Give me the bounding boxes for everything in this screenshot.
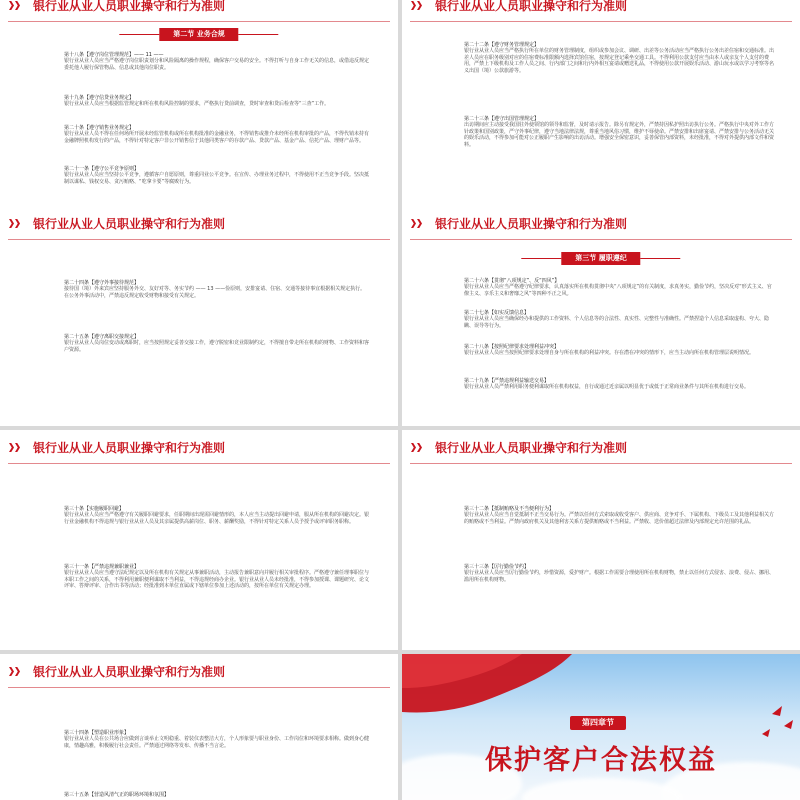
slide-title: 银行业从业人员职业操守和行为准则 bbox=[435, 441, 628, 455]
slide-header bbox=[0, 430, 398, 464]
article-block bbox=[64, 166, 370, 185]
article-block bbox=[464, 564, 774, 583]
article-body: 银行业从业人员应当厉行勤俭节约，珍惜资源，爱护财产。根据工作需要合理使用所在机构财物，禁止以任何方式侵害、浪费、侵占、挪用、滥用所在机构财物。 bbox=[464, 570, 775, 583]
article-heading: 第二十二条【遵守财务管理规定】 bbox=[464, 42, 540, 48]
article-heading: 第二十一条【遵守公平竞争原则】 bbox=[64, 166, 140, 172]
article-body: 银行业从业人员在公共场合应做到言谈举止文明稳重、着装仪表整洁大方，个人形象要与职业身份、工作岗位和环境要求相称。做到身心健康，情趣高雅，积极履行社会责任。严禁通过网络等发布、传播不当言论。 bbox=[64, 736, 370, 749]
chevron-right-icon bbox=[9, 667, 25, 676]
article-block bbox=[464, 116, 774, 148]
article-block bbox=[464, 506, 774, 525]
article-heading: 第十八条【遵守岗位管理规范】—— 11 —— bbox=[64, 52, 164, 58]
article-body: 银行业从业人员应当严格遵守有关履职回避要求，任职期间出现需回避情形的，本人应当主动提出回避申请，服从所在机构的回避决定。银行业金融机构不得违规与银行业从业人员及其亲属提供高薪岗位、职务、薪酬奖励，不得针对特定关系人员予授予或评审职务职称。 bbox=[64, 512, 370, 525]
article-body: 银行业从业人员不得在任何场所开展未经监管机构或所在机构批准的金融业务，不得销售或推介未经所在机构审批的产品，不得代销未持有金融牌照机构发行的产品，不得针对特定客户非公开销售信于其他同类客户的存款产品、贷款产品、基金产品、信托产品、理财产品等。 bbox=[64, 131, 370, 144]
slide-header bbox=[0, 654, 398, 688]
article-body: 出访期间应主动接受我国驻外使领馆的领导和监督，及时请示报告。除另有规定外，严禁持因私护照出访执行公务。严格执行中央对外工作方针政策和国别政策，严守外事纪律，遵守当地法律法规，尊重当地风俗习惯，维护不辱使命。严禁安排和出席宴请、严禁安排与公务活动无关的娱乐活动，不得参加可能对公正履职产生影响的出访活动。增强安全保密意识，妥善保管内部资料，未经批准，不得对外提供内部文件和资料。 bbox=[464, 122, 775, 148]
article-block bbox=[464, 378, 774, 391]
article-block bbox=[464, 42, 774, 74]
article-body: 银行业从业人员应当坚持公平竞争，遵循客户自愿原则，尊重同业公平竞争。在宣传、办理业务过程中，不得使用不正当竞争手段。坚决抵制以谋私、钱权交易、贪污贿赂、“吃拿卡要”等腐败行为。 bbox=[64, 172, 370, 185]
article-heading: 第二十九条【严禁违规利益输送交易】 bbox=[464, 378, 550, 384]
article-heading: 第二十五条【遵守离职交接规定】 bbox=[64, 334, 140, 340]
article-block bbox=[64, 52, 370, 71]
chevron-right-icon bbox=[9, 1, 25, 10]
slide-2 bbox=[402, 0, 800, 210]
article-body: 银行业从业人员应当根据监管规定和所在机构风险控制的要求，严格执行贷前调查，贷时审查和贷后检查等“三查”工作。 bbox=[64, 101, 330, 108]
chevron-right-icon bbox=[411, 443, 427, 452]
article-heading: 第三十二条【抵制贿赂及不当便利行为】 bbox=[464, 506, 555, 512]
chevron-right-icon bbox=[411, 219, 427, 228]
slide-header bbox=[402, 0, 800, 22]
slide-1 bbox=[0, 0, 398, 210]
section-badge: 第二节 业务合规 bbox=[159, 28, 238, 41]
article-block bbox=[464, 310, 774, 329]
article-block bbox=[64, 125, 370, 144]
article-body: 银行业从业人员应当按照纪律要求处理自身与所在机构的利益冲突。存在潜在冲突的情形下，应当主动向所在机构管理层说明情况。 bbox=[464, 350, 755, 357]
article-body: 接待国（境）外来宾应坚持服务外交、友好对等、务实节约 —— 13 ——俭原则，安排宴请、住宿、交通等接待事宜根据相关规定执行。在公务外事活动中，严禁违反规定收受财物和接受有关规定。 bbox=[64, 286, 366, 299]
article-heading: 第二十八条【按照纪律要求处理利益冲突】 bbox=[464, 344, 560, 350]
article-heading: 第三十四条【塑造职业形象】 bbox=[64, 730, 130, 736]
slide-5 bbox=[0, 430, 398, 650]
section-badge: 第三节 履职遵纪 bbox=[561, 252, 640, 265]
article-heading: 第三十五条【营造风清气正的职场环境和氛围】 bbox=[64, 792, 170, 798]
article-block bbox=[64, 334, 370, 353]
article-heading: 第三十三条【厉行勤俭节约】 bbox=[464, 564, 530, 570]
chapter-cover-slide bbox=[402, 654, 800, 800]
slide-header bbox=[0, 206, 398, 240]
article-heading: 第二十六条【贯彻“八项规定”、反“四风”】 bbox=[464, 278, 560, 284]
slide-title: 银行业从业人员职业操守和行为准则 bbox=[33, 665, 226, 679]
article-heading: 第二十三条【遵守出国管理规定】 bbox=[464, 116, 540, 122]
slide-header bbox=[0, 0, 398, 22]
article-body: 银行业从业人员应当严格遵守岗位职责划分和风险隔离的操作规程，确保客户交易的安全。不得打听与自身工作无关的信息，或借违反规定委托他人履行保管物品、信息或其他岗位职责。 bbox=[64, 58, 370, 71]
article-block bbox=[64, 564, 370, 590]
article-heading: 第十九条【遵守信贷业务规定】 bbox=[64, 95, 135, 101]
article-block bbox=[64, 792, 370, 798]
article-body: 银行业从业人员应当确保经办和提供的工作资料、个人信息等的合法性、真实性、完整性与准确性。严禁捏造个人信息采取虚构、夸大、隐瞒、误导等行为。 bbox=[464, 316, 770, 329]
article-heading: 第三十一条【严禁违规兼职兼业】 bbox=[64, 564, 140, 570]
chapter-title: 保护客户合法权益 bbox=[485, 745, 717, 776]
article-body: 银行业从业人员应当自觉抵制不正当交易行为。严禁以任何方式索取或收受客户、供应商、竞争对手、下属机构、下级员工及其他利益相关方的贿赂或不当利益。严禁向政府机关及其他利害关系方提供贿赂或不当利益。严禁收、送价值超过法律及内部规定允许范围的礼品。 bbox=[464, 512, 775, 525]
article-body: 银行业从业人员岗位变动或离职时，应当按照规定妥善交接工作，遵守脱密和竞业限制约定，不得擅自带走所在机构的财物、工作资料和客户资源。 bbox=[64, 340, 370, 353]
article-body: 银行业从业人员应当遵守法纪规定以及所在机构有关规定从事兼职活动，主动报告兼职意向并履行相关审批程序。严格遵守兼任理事职位与本职工作之间的关系，不得利用兼职便利谋取不当利益，不得违规经商办企业。银行业从业人员未经批准，不得参加授课、课题研究、论文评审、答辩评审、合作出书等活动；经批准到本单位直属或下辖单位参加上述活动的，按所在单位有关规定办理。 bbox=[64, 570, 370, 590]
article-block bbox=[64, 506, 370, 525]
slide-title: 银行业从业人员职业操守和行为准则 bbox=[435, 217, 628, 231]
slide-title: 银行业从业人员职业操守和行为准则 bbox=[33, 0, 226, 13]
article-block bbox=[64, 95, 370, 108]
slide-header bbox=[402, 430, 800, 464]
article-heading: 第二十七条【如实反馈信息】 bbox=[464, 310, 530, 316]
chevron-right-icon bbox=[9, 219, 25, 228]
slide-title: 银行业从业人员职业操守和行为准则 bbox=[33, 441, 226, 455]
slide-6 bbox=[402, 430, 800, 650]
chevron-right-icon bbox=[9, 443, 25, 452]
slide-7 bbox=[0, 654, 398, 800]
article-block bbox=[464, 344, 774, 357]
article-heading: 第二十四条【遵守外事接待规范】 bbox=[64, 280, 140, 286]
slide-header bbox=[402, 206, 800, 240]
slide-4 bbox=[402, 206, 800, 426]
article-block bbox=[64, 280, 370, 299]
article-heading: 第二十条【遵守销售业务规定】 bbox=[64, 125, 135, 131]
article-body: 银行业从业人员应当严格遵守纪律要求，认真落实所在机构贯彻中央“八项规定”的有关制度，求真务实，勤俭节约，坚决反对“形式主义、官僚主义、享乐主义和奢靡之风”等四种不正之风。 bbox=[464, 284, 772, 297]
chapter-badge: 第四章节 bbox=[570, 716, 626, 730]
article-heading: 第三十条【实施履职回避】 bbox=[64, 506, 125, 512]
slide-title: 银行业从业人员职业操守和行为准则 bbox=[435, 0, 628, 13]
article-body: 银行业从业人员严禁利用职务便利谋取所在机构权益，自行或通过近亲属以明显优于或低于正常商业条件与其所在机构进行交易。 bbox=[464, 384, 750, 391]
article-block bbox=[64, 730, 370, 749]
slide-title: 银行业从业人员职业操守和行为准则 bbox=[33, 217, 226, 231]
article-block bbox=[464, 278, 774, 297]
slide-3 bbox=[0, 206, 398, 426]
chevron-right-icon bbox=[411, 1, 427, 10]
article-body: 银行业从业人员应当严格执行所在单位的财务管理制度，组织或参加会议、调研、出差等公务活动应当严格执行公务出差住宿和交通标准。出差人员应在职务级别对应的住宿费标准限额内选择宾馆住宿，按规定登记乘坐交通工具。不得利用公款支付应当由本人或亲友个人支付的费用，严禁上下级机构及工作人员之间、行内部门之间和行内外相互宴请或赠送礼品，不得使用公款开展娱乐活动、游山玩水或以学习考察等名义出国（境）公款旅游等。 bbox=[464, 48, 775, 74]
